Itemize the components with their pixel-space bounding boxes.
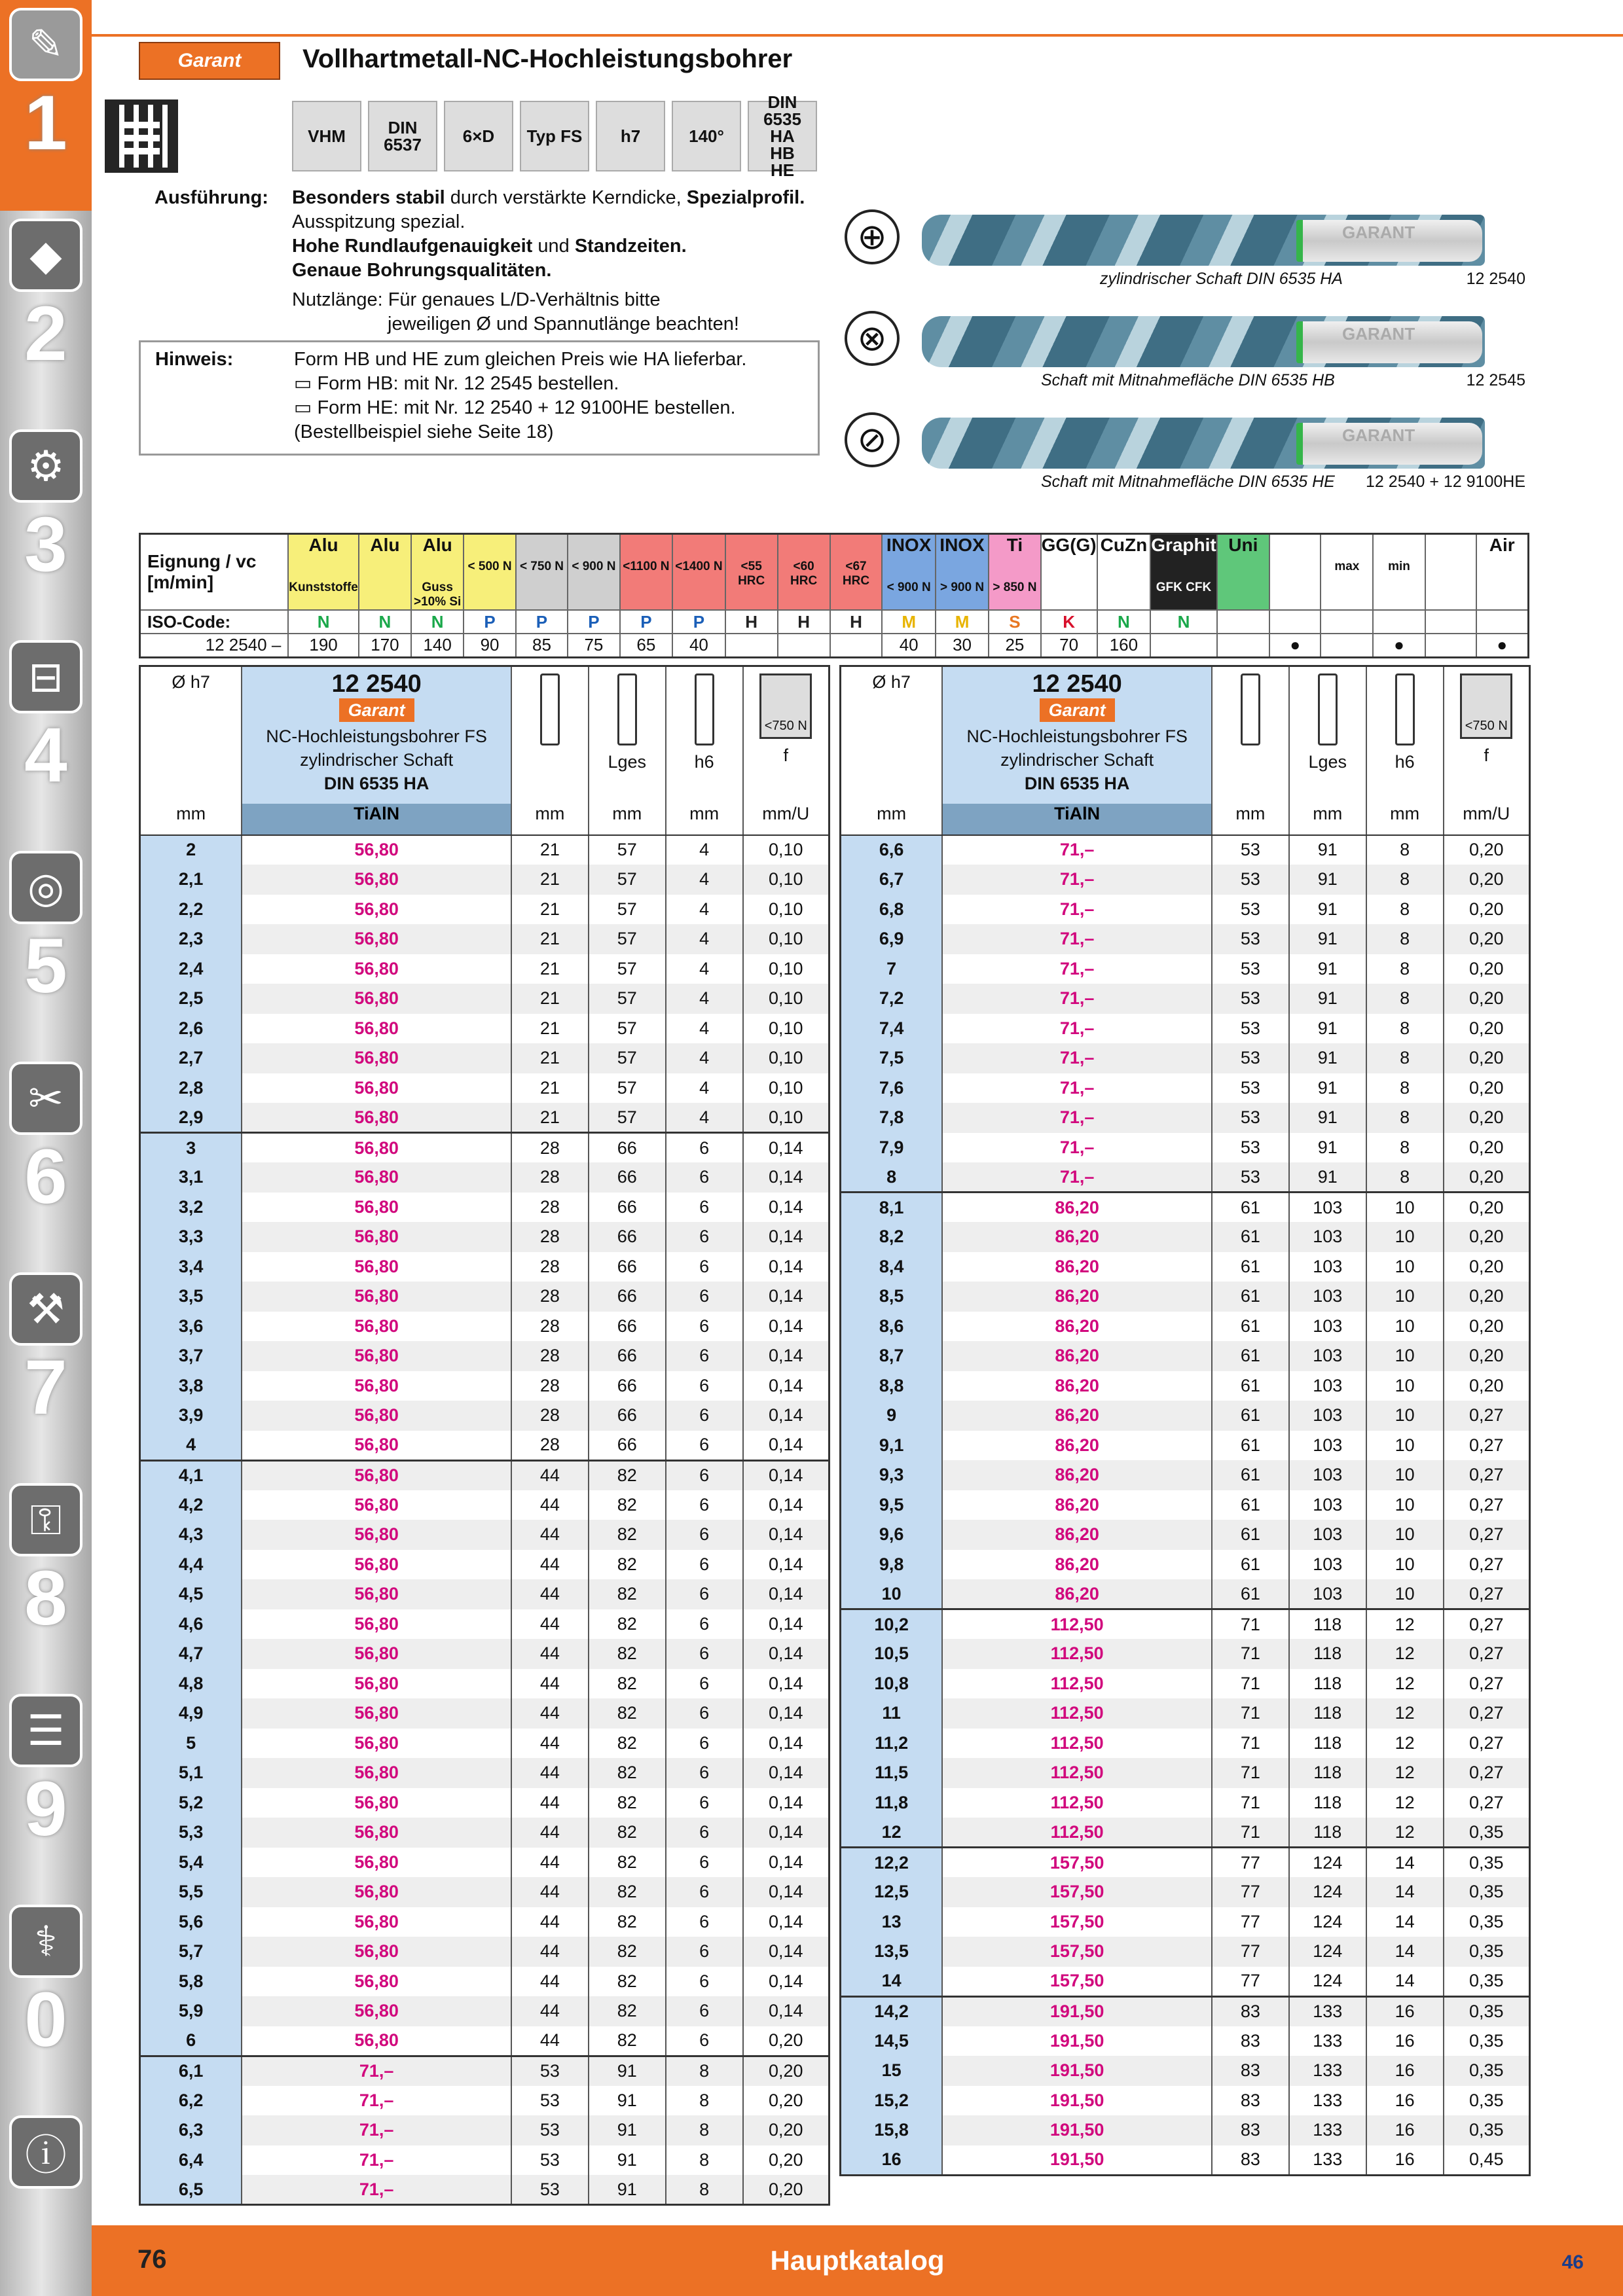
table-row: 3,3 56,80 28 66 6 0,14 [140, 1222, 830, 1252]
iso-code [1373, 610, 1425, 634]
sidebar-section-8[interactable] [0, 1475, 92, 1686]
table-row: 8,2 86,20 61 103 10 0,20 [841, 1222, 1530, 1252]
property-badge: VHM [292, 101, 361, 171]
table-row: 7,2 71,– 53 91 8 0,20 [841, 984, 1530, 1014]
table-row: 2,5 56,80 21 57 4 0,10 [140, 984, 830, 1014]
table-row: 7,5 71,– 53 91 8 0,20 [841, 1043, 1530, 1073]
ausfuehrung-text: Besonders stabil durch verstärkte Kerndicke, Spezialprofil. Ausspitzung spezial. Hohe Rundlaufgenauigkeit und Standzeiten. Genaue Bohrungsqualitäten. Nutzlänge: Für genaues L/D-Verhältnis bitte jeweiligen Ø und Spannutlänge beachten! [292, 187, 805, 334]
table-row: 2,3 56,80 21 57 4 0,10 [140, 924, 830, 954]
garant-logo: Garant [139, 42, 280, 80]
material-column: Air [1476, 534, 1529, 611]
section-icon: ✎ [9, 8, 82, 81]
material-column: <60 HRC [778, 534, 830, 611]
table-row: 3,7 56,80 28 66 6 0,14 [140, 1341, 830, 1371]
table-row: 9,8 86,20 61 103 10 0,27 [841, 1550, 1530, 1580]
table-row: 9,3 86,20 61 103 10 0,27 [841, 1460, 1530, 1490]
iso-code: S [989, 610, 1040, 634]
table-row: 11,8 112,50 71 118 12 0,27 [841, 1788, 1530, 1818]
drill-image [845, 196, 1552, 288]
table-row: 5,5 56,80 44 82 6 0,14 [140, 1877, 830, 1907]
sidebar-section-5[interactable] [0, 843, 92, 1054]
material-column: <1400 N [672, 534, 725, 611]
table-row: 6,2 71,– 53 91 8 0,20 [140, 2086, 830, 2116]
cutting-speed [1217, 634, 1269, 657]
table-row: 8,7 86,20 61 103 10 0,20 [841, 1341, 1530, 1371]
footer-title: Hauptkatalog [770, 2245, 945, 2276]
table-row: 2,2 56,80 21 57 4 0,10 [140, 895, 830, 925]
material-column: GG(G) [1041, 534, 1097, 611]
iso-code: P [672, 610, 725, 634]
sidebar-section-3[interactable] [0, 422, 92, 632]
table-row: 15,8 191,50 83 133 16 0,35 [841, 2115, 1530, 2145]
table-row: 15,2 191,50 83 133 16 0,35 [841, 2086, 1530, 2116]
header-rule [92, 34, 1623, 37]
sidebar-section-9[interactable] [0, 1686, 92, 1897]
material-column: <55 HRC [725, 534, 778, 611]
page-title: Vollhartmetall-NC-Hochleistungsbohrer [302, 45, 793, 73]
sidebar-section-6[interactable] [0, 1054, 92, 1265]
qr-code[interactable] [105, 99, 178, 173]
col-shank: h6 [1366, 666, 1444, 804]
cutting-speed: ● [1269, 634, 1321, 657]
table-row: 4,3 56,80 44 82 6 0,14 [140, 1520, 830, 1550]
table-row: 4,9 56,80 44 82 6 0,14 [140, 1698, 830, 1729]
section-number: 0 [24, 1977, 67, 2063]
suitability-table [139, 533, 1529, 658]
iso-code [1425, 610, 1476, 634]
table-row: 7,4 71,– 53 91 8 0,20 [841, 1014, 1530, 1044]
table-row: 11 112,50 71 118 12 0,27 [841, 1698, 1530, 1729]
col-flute-length [511, 666, 589, 804]
page-footer [92, 2225, 1623, 2296]
table-row: 12 112,50 71 118 12 0,35 [841, 1818, 1530, 1848]
iso-code: P [620, 610, 673, 634]
cutting-speed: 90 [464, 634, 515, 657]
article-label: 12 2540 – [140, 634, 289, 657]
cutting-speed: ● [1373, 634, 1425, 657]
table-row: 6,1 71,– 53 91 8 0,20 [140, 2056, 830, 2086]
table-row: 6,7 71,– 53 91 8 0,20 [841, 865, 1530, 895]
cutting-speed [1321, 634, 1373, 657]
material-column: INOX > 900 N [936, 534, 989, 611]
material-column: Alu Kunststoffe [288, 534, 359, 611]
property-badge: h7 [596, 101, 665, 171]
iso-code: N [411, 610, 464, 634]
iso-code: P [568, 610, 619, 634]
iso-code: K [1041, 610, 1097, 634]
section-icon: ⚙ [9, 429, 82, 503]
drill-image [845, 298, 1552, 389]
table-row: 2 56,80 21 57 4 0,10 [140, 835, 830, 865]
cutting-speed: 170 [359, 634, 411, 657]
material-column: < 500 N [464, 534, 515, 611]
cutting-speed: 65 [620, 634, 673, 657]
col-shank: h6 [666, 666, 743, 804]
table-row: 3,5 56,80 28 66 6 0,14 [140, 1282, 830, 1312]
cutting-speed: 40 [672, 634, 725, 657]
drill-shank: GARANT [1296, 321, 1482, 363]
drill-article-number: 12 2540 + 12 9100HE [1366, 473, 1525, 491]
drill-caption: Schaft mit Mitnahmefläche DIN 6535 HB [1041, 371, 1335, 389]
section-icon: ◎ [9, 851, 82, 924]
iso-code: P [516, 610, 568, 634]
table-row: 2,7 56,80 21 57 4 0,10 [140, 1043, 830, 1073]
table-row: 10,8 112,50 71 118 12 0,27 [841, 1669, 1530, 1699]
iso-code: N [1150, 610, 1217, 634]
table-row: 11,5 112,50 71 118 12 0,27 [841, 1758, 1530, 1788]
drill-shank: GARANT [1296, 423, 1482, 465]
table-row: 13,5 157,50 77 124 14 0,35 [841, 1937, 1530, 1967]
iso-code: N [288, 610, 359, 634]
drill-caption: Schaft mit Mitnahmefläche DIN 6535 HE [1041, 473, 1335, 491]
table-row: 13 157,50 77 124 14 0,35 [841, 1907, 1530, 1937]
iso-code: N [1097, 610, 1151, 634]
col-total-length: Lges [1289, 666, 1366, 804]
property-badge: DIN 6537 [368, 101, 437, 171]
table-row: 5,9 56,80 44 82 6 0,14 [140, 1996, 830, 2026]
iso-code: P [464, 610, 515, 634]
iso-code [1321, 610, 1373, 634]
drill-article-number: 12 2540 [1466, 270, 1525, 288]
table-row: 6,3 71,– 53 91 8 0,20 [140, 2115, 830, 2145]
section-icon: ⚒ [9, 1272, 82, 1346]
iso-code: H [725, 610, 778, 634]
table-row: 6,8 71,– 53 91 8 0,20 [841, 895, 1530, 925]
drill-image [845, 399, 1552, 491]
cross-section-icon: ⊗ [845, 311, 900, 366]
table-row: 9,5 86,20 61 103 10 0,27 [841, 1490, 1530, 1520]
cutting-speed [725, 634, 778, 657]
section-icon: ⚕ [9, 1905, 82, 1978]
table-row: 8,4 86,20 61 103 10 0,20 [841, 1252, 1530, 1282]
section-number: 3 [24, 501, 67, 588]
cross-section-icon: ⊘ [845, 412, 900, 467]
table-row: 14,2 191,50 83 133 16 0,35 [841, 1996, 1530, 2026]
drill-shank: GARANT [1296, 220, 1482, 262]
table-row: 2,6 56,80 21 57 4 0,10 [140, 1014, 830, 1044]
section-sidebar [0, 0, 92, 2296]
cutting-speed: 70 [1041, 634, 1097, 657]
table-row: 8,1 86,20 61 103 10 0,20 [841, 1193, 1530, 1223]
section-icon: ✂ [9, 1062, 82, 1135]
table-row: 7,6 71,– 53 91 8 0,20 [841, 1073, 1530, 1103]
table-row: 5,7 56,80 44 82 6 0,14 [140, 1937, 830, 1967]
table-row: 11,2 112,50 71 118 12 0,27 [841, 1729, 1530, 1759]
cross-section-icon: ⊕ [845, 209, 900, 264]
cutting-speed: ● [1476, 634, 1529, 657]
section-number: 9 [24, 1766, 67, 1852]
table-row: 3,2 56,80 28 66 6 0,14 [140, 1193, 830, 1223]
cutting-speed: 25 [989, 634, 1040, 657]
iso-code [1217, 610, 1269, 634]
table-row: 6 56,80 44 82 6 0,20 [140, 2026, 830, 2056]
cutting-speed: 30 [936, 634, 989, 657]
table-row: 4 56,80 28 66 6 0,14 [140, 1431, 830, 1461]
sidebar-section-4[interactable] [0, 632, 92, 843]
material-column: Alu [359, 534, 411, 611]
section-number: 1 [24, 80, 67, 166]
iso-code: M [882, 610, 935, 634]
material-column: < 750 N [516, 534, 568, 611]
table-row: 8,8 86,20 61 103 10 0,20 [841, 1371, 1530, 1401]
table-row: 6,9 71,– 53 91 8 0,20 [841, 924, 1530, 954]
cutting-speed: 140 [411, 634, 464, 657]
section-icon: ☰ [9, 1694, 82, 1767]
section-number: 7 [24, 1344, 67, 1431]
suit-row-label: Eignung / vc [m/min] [140, 534, 289, 611]
col-total-length: Lges [589, 666, 666, 804]
material-column: INOX < 900 N [882, 534, 935, 611]
table-row: 14 157,50 77 124 14 0,35 [841, 1967, 1530, 1997]
table-row: 5,1 56,80 44 82 6 0,14 [140, 1758, 830, 1788]
iso-code: H [830, 610, 883, 634]
table-row: 4,2 56,80 44 82 6 0,14 [140, 1490, 830, 1520]
section-icon: ◆ [9, 219, 82, 292]
ausfuehrung-label: Ausführung: [155, 187, 268, 208]
table-row: 7 71,– 53 91 8 0,20 [841, 954, 1530, 984]
table-row: 4,7 56,80 44 82 6 0,14 [140, 1639, 830, 1669]
table-row: 5 56,80 44 82 6 0,14 [140, 1729, 830, 1759]
table-row: 3,8 56,80 28 66 6 0,14 [140, 1371, 830, 1401]
table-row: 3 56,80 28 66 6 0,14 [140, 1133, 830, 1163]
drill-caption: zylindrischer Schaft DIN 6535 HA [1100, 270, 1343, 288]
iso-code: H [778, 610, 830, 634]
table-row: 3,1 56,80 28 66 6 0,14 [140, 1162, 830, 1193]
material-column: max [1321, 534, 1373, 611]
drill-article-number: 12 2545 [1466, 371, 1525, 389]
property-badge: 6×D [444, 101, 513, 171]
product-table-left: Ø h7 12 2540 Garant NC-Hochleistungsbohrer FS zylindrischer Schaft DIN 6535 HA Lges h6 <750 N f mm TiAlN mm mm mm mm/U 2 56,80 21 57 4 0,10 2,1 56,80 21 57 4 0,10 2,2 56,80 21 57 4 0,10 2,3 56,80 21 57 4 0,10 2,4 56,80 21 57 4 0,10 2,5 56,80 21 57 4 0,10 2,6 56,80 21 57 4 0,10 2,7 56,80 21 57 4 0,10 2,8 56,80 21 57 4 0,10 2,9 56,80 21 57 4 0,10 3 56,80 28 66 6 0,14 3,1 56,80 28 66 6 0,14 3,2 56,80 28 66 6 0,14 3,3 56,80 28 66 6 0,14 3,4 56,80 28 66 6 0,14 3,5 56,80 28 66 6 0,14 3,6 56,80 28 66 6 0,14 3,7 56,80 28 66 6 0,14 3,8 56,80 28 66 6 0,14 3,9 56,80 28 66 6 0,14 4 56,80 28 66 6 0,14 4,1 56,80 44 82 6 0,14 4,2 56,80 44 82 6 0,14 4,3 56,80 44 82 6 0,14 4,4 56,80 44 82 6 0,14 4,5 56,80 44 82 6 0,14 4,6 56,80 44 82 6 0,14 4,7 56,80 44 82 6 0,14 4,8 56,80 44 82 6 0,14 4,9 56,80 44 82 6 0,14 5 56,80 44 82 6 0,14 5,1 56,80 44 82 6 0,14 5,2 56,80 44 82 6 0,14 5,3 56,80 44 82 6 0,14 5,4 56,80 44 82 6 0,14 5,5 56,80 44 82 6 0,14 5,6 56,80 44 82 6 0,14 5,7 56,80 44 82 6 0,14 5,8 56,80 44 82 6 0,14 5,9 56,80 44 82 6 0,14 6 56,80 44 82 6 0,20 6,1 71,– 53 91 8 0,20 6,2 71,– 53 91 8 0,20 6,3 71,– 53 91 8 0,20 6,4 71,– 53 91 8 0,20 6,5 71,– 53 91 8 0,20 [139, 665, 830, 2206]
material-column: CuZn [1097, 534, 1151, 611]
table-row: 12,5 157,50 77 124 14 0,35 [841, 1877, 1530, 1907]
section-icon: ⓘ [9, 2115, 82, 2189]
material-column: min [1373, 534, 1425, 611]
section-number: 6 [24, 1134, 67, 1220]
cutting-speed: 160 [1097, 634, 1151, 657]
col-article: 12 2540 Garant NC-Hochleistungsbohrer FS zylindrischer Schaft DIN 6535 HA [942, 666, 1212, 804]
sidebar-section-7[interactable] [0, 1265, 92, 1475]
table-row: 5,6 56,80 44 82 6 0,14 [140, 1907, 830, 1937]
table-row: 2,4 56,80 21 57 4 0,10 [140, 954, 830, 984]
table-row: 8 71,– 53 91 8 0,20 [841, 1162, 1530, 1193]
section-icon: ⊟ [9, 640, 82, 713]
table-row: 3,4 56,80 28 66 6 0,14 [140, 1252, 830, 1282]
sidebar-section-0[interactable] [0, 1897, 92, 2108]
table-row: 5,8 56,80 44 82 6 0,14 [140, 1967, 830, 1997]
col-article: 12 2540 Garant NC-Hochleistungsbohrer FS zylindrischer Schaft DIN 6535 HA [242, 666, 511, 804]
material-column: Alu Guss >10% Si [411, 534, 464, 611]
col-feed: <750 N f [1444, 666, 1530, 804]
material-column [1425, 534, 1476, 611]
table-row: 2,8 56,80 21 57 4 0,10 [140, 1073, 830, 1103]
product-table-right: Ø h7 12 2540 Garant NC-Hochleistungsbohrer FS zylindrischer Schaft DIN 6535 HA Lges h6 <750 N f mm TiAlN mm mm mm mm/U 6,6 71,– 53 91 8 0,20 6,7 71,– 53 91 8 0,20 6,8 71,– 53 91 8 0,20 6,9 71,– 53 91 8 0,20 7 71,– 53 91 8 0,20 7,2 71,– 53 91 8 0,20 7,4 71,– 53 91 8 0,20 7,5 71,– 53 91 8 0,20 7,6 71,– 53 91 8 0,20 7,8 71,– 53 91 8 0,20 7,9 71,– 53 91 8 0,20 8 71,– 53 91 8 0,20 8,1 86,20 61 103 10 0,20 8,2 86,20 61 103 10 0,20 8,4 86,20 61 103 10 0,20 8,5 86,20 61 103 10 0,20 8,6 86,20 61 103 10 0,20 8,7 86,20 61 103 10 0,20 8,8 86,20 61 103 10 0,20 9 86,20 61 103 10 0,27 9,1 86,20 61 103 10 0,27 9,3 86,20 61 103 10 0,27 9,5 86,20 61 103 10 0,27 9,6 86,20 61 103 10 0,27 9,8 86,20 61 103 10 0,27 10 86,20 61 103 10 0,27 10,2 112,50 71 118 12 0,27 10,5 112,50 71 118 12 0,27 10,8 112,50 71 118 12 0,27 11 112,50 71 118 12 0,27 11,2 112,50 71 118 12 0,27 11,5 112,50 71 118 12 0,27 11,8 112,50 71 118 12 0,27 12 112,50 71 118 12 0,35 12,2 157,50 77 124 14 0,35 12,5 157,50 77 124 14 0,35 13 157,50 77 124 14 0,35 13,5 157,50 77 124 14 0,35 14 157,50 77 124 14 0,35 14,2 191,50 83 133 16 0,35 14,5 191,50 83 133 16 0,35 15 191,50 83 133 16 0,35 15,2 191,50 83 133 16 0,35 15,8 191,50 83 133 16 0,35 16 191,50 83 133 16 0,45 [839, 665, 1531, 2176]
table-row: 16 191,50 83 133 16 0,45 [841, 2145, 1530, 2176]
table-row: 4,1 56,80 44 82 6 0,14 [140, 1460, 830, 1490]
table-row: 4,4 56,80 44 82 6 0,14 [140, 1550, 830, 1580]
table-row: 7,8 71,– 53 91 8 0,20 [841, 1103, 1530, 1133]
col-flute-length [1212, 666, 1289, 804]
cutting-speed [778, 634, 830, 657]
material-column: Ti > 850 N [989, 534, 1040, 611]
table-row: 3,6 56,80 28 66 6 0,14 [140, 1312, 830, 1342]
hinweis-box: Hinweis: Form HB und HE zum gleichen Preis wie HA lieferbar. ▭ Form HB: mit Nr. 12 2545 bestellen. ▭ Form HE: mit Nr. 12 2540 + 12 9100HE bestellen. (Bestellbeispiel siehe Seite 18) [139, 340, 820, 456]
iso-code [1269, 610, 1321, 634]
table-row: 10 86,20 61 103 10 0,27 [841, 1579, 1530, 1609]
sidebar-section-i[interactable] [0, 2108, 92, 2296]
material-column [1269, 534, 1321, 611]
section-number: 4 [24, 712, 67, 798]
cutting-speed [830, 634, 883, 657]
col-feed: <750 N f [743, 666, 830, 804]
page-number: 76 [137, 2245, 167, 2274]
table-row: 4,6 56,80 44 82 6 0,14 [140, 1609, 830, 1640]
col-diameter: Ø h7 [841, 666, 943, 804]
section-number: 2 [24, 291, 67, 377]
table-row: 14,5 191,50 83 133 16 0,35 [841, 2026, 1530, 2056]
table-row: 8,6 86,20 61 103 10 0,20 [841, 1312, 1530, 1342]
property-badge: Typ FS [520, 101, 589, 171]
table-row: 5,2 56,80 44 82 6 0,14 [140, 1788, 830, 1818]
table-row: 10,5 112,50 71 118 12 0,27 [841, 1639, 1530, 1669]
property-badge: DIN 6535 HA HB HE [748, 101, 817, 171]
material-column: <67 HRC [830, 534, 883, 611]
property-badge: 140° [672, 101, 741, 171]
table-row: 5,4 56,80 44 82 6 0,14 [140, 1848, 830, 1878]
table-row: 6,6 71,– 53 91 8 0,20 [841, 835, 1530, 865]
section-number: 8 [24, 1555, 67, 1641]
table-row: 8,5 86,20 61 103 10 0,20 [841, 1282, 1530, 1312]
material-column: < 900 N [568, 534, 619, 611]
property-badges [292, 92, 817, 180]
table-row: 10,2 112,50 71 118 12 0,27 [841, 1609, 1530, 1640]
iso-code [1476, 610, 1529, 634]
table-row: 12,2 157,50 77 124 14 0,35 [841, 1848, 1530, 1878]
table-row: 5,3 56,80 44 82 6 0,14 [140, 1818, 830, 1848]
table-row: 4,5 56,80 44 82 6 0,14 [140, 1579, 830, 1609]
material-column: Uni [1217, 534, 1269, 611]
section-icon: ⚿ [9, 1483, 82, 1556]
cutting-speed [1150, 634, 1217, 657]
cutting-speed: 85 [516, 634, 568, 657]
cutting-speed: 75 [568, 634, 619, 657]
col-diameter: Ø h7 [140, 666, 242, 804]
table-row: 3,9 56,80 28 66 6 0,14 [140, 1401, 830, 1431]
table-row: 9 86,20 61 103 10 0,27 [841, 1401, 1530, 1431]
section-number: 5 [24, 923, 67, 1009]
table-row: 2,9 56,80 21 57 4 0,10 [140, 1103, 830, 1133]
table-row: 7,9 71,– 53 91 8 0,20 [841, 1133, 1530, 1163]
material-column: <1100 N [620, 534, 673, 611]
footer-right-number: 46 [1561, 2251, 1584, 2273]
material-column: Graphit GFK CFK [1150, 534, 1217, 611]
iso-code: N [359, 610, 411, 634]
table-row: 2,1 56,80 21 57 4 0,10 [140, 865, 830, 895]
table-row: 6,5 71,– 53 91 8 0,20 [140, 2175, 830, 2205]
table-row: 9,1 86,20 61 103 10 0,27 [841, 1431, 1530, 1461]
table-row: 9,6 86,20 61 103 10 0,27 [841, 1520, 1530, 1550]
sidebar-section-2[interactable] [0, 211, 92, 422]
table-row: 4,8 56,80 44 82 6 0,14 [140, 1669, 830, 1699]
cutting-speed: 190 [288, 634, 359, 657]
table-row: 6,4 71,– 53 91 8 0,20 [140, 2145, 830, 2176]
cutting-speed [1425, 634, 1476, 657]
table-row: 15 191,50 83 133 16 0,35 [841, 2056, 1530, 2086]
iso-label: ISO-Code: [140, 610, 289, 634]
sidebar-section-1[interactable] [0, 0, 92, 211]
cutting-speed: 40 [882, 634, 935, 657]
iso-code: M [936, 610, 989, 634]
